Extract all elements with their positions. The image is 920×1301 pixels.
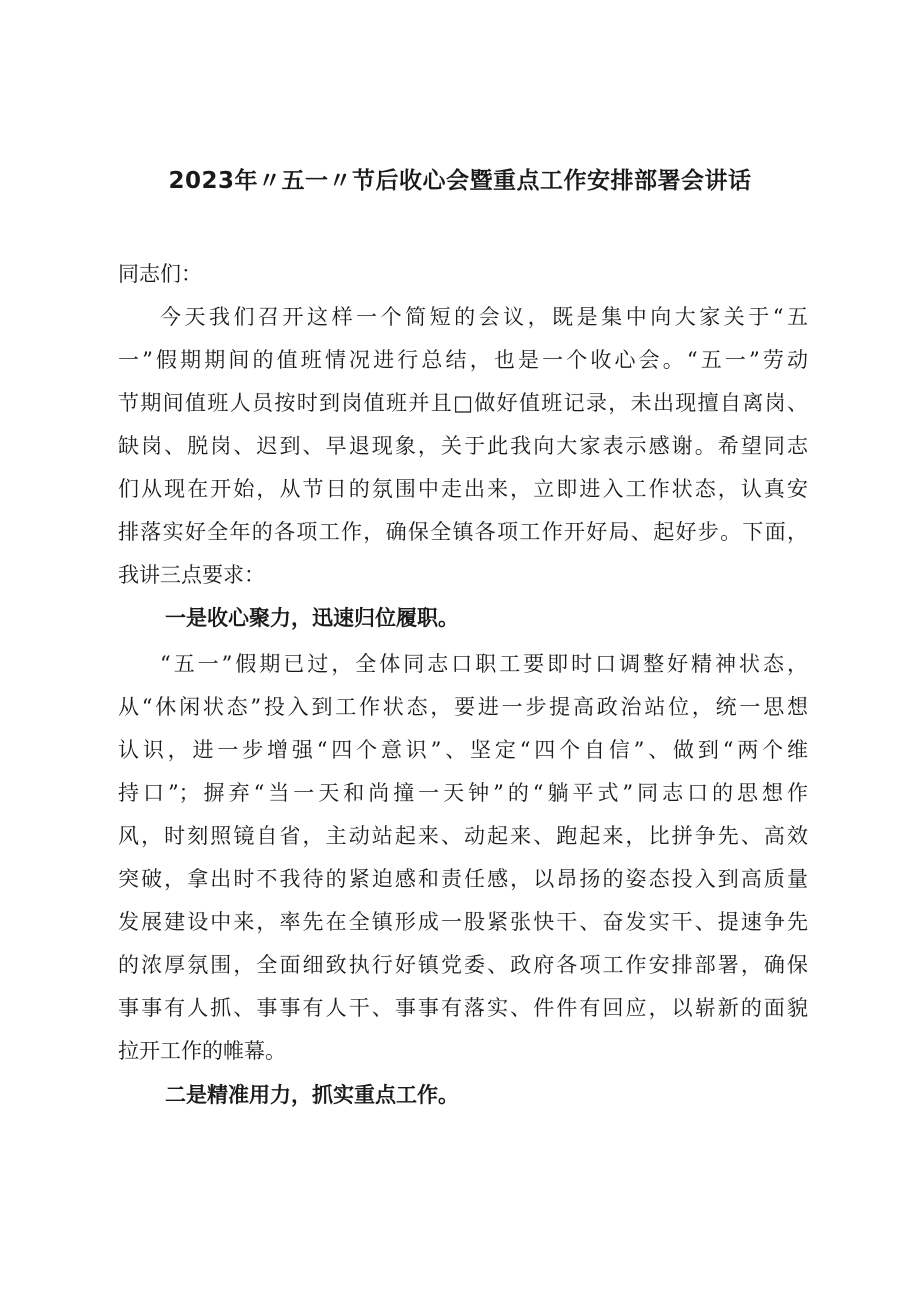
paragraph2-line: 突破，拿出时不我待的紧迫感和责任感，以昂扬的姿态投入到高质量 xyxy=(118,867,808,891)
paragraph2-line: 认识，进一步增强“四个意识”、坚定“四个自信”、做到“两个维 xyxy=(118,738,808,762)
paragraph2-line: “五一”假期已过，全体同志口职工要即时口调整好精神状态， xyxy=(160,652,808,676)
document-title: 2023年〃五一〃节后收心会暨重点工作安排部署会讲话 xyxy=(168,168,752,194)
section-heading-2: 二是精准用力，抓实重点工作。 xyxy=(165,1083,459,1107)
paragraph2-line: 的浓厚氛围，全面细致执行好镇党委、政府各项工作安排部署，确保 xyxy=(118,953,808,977)
paragraph2-line: 持口”；摒弃“当一天和尚撞一天钟”的“躺平式”同志口的思想作 xyxy=(118,781,808,805)
paragraph1-line: 一”假期期间的值班情况进行总结，也是一个收心会。“五一”劳动 xyxy=(118,348,808,372)
paragraph2-line: 拉开工作的帷幕。 xyxy=(118,1039,286,1063)
salutation: 同志们： xyxy=(118,262,202,286)
paragraph2-line: 事事有人抓、事事有人干、事事有落实、件件有回应，以崭新的面貌 xyxy=(118,996,808,1020)
section-heading-1: 一是收心聚力，迅速归位履职。 xyxy=(165,606,459,630)
paragraph2-line: 发展建设中来，率先在全镇形成一股紧张快干、奋发实干、提速争先 xyxy=(118,910,808,934)
paragraph1-line: 节期间值班人员按时到岗值班并且□做好值班记录，未出现擅自离岗、 xyxy=(118,391,808,415)
paragraph1-line: 们从现在开始，从节日的氛围中走出来，立即进入工作状态，认真安 xyxy=(118,477,808,501)
paragraph2-line: 风，时刻照镜自省，主动站起来、动起来、跑起来，比拼争先、高效 xyxy=(118,824,808,848)
paragraph1-line: 排落实好全年的各项工作，确保全镇各项工作开好局、起好步。下面， xyxy=(118,520,808,544)
paragraph1-line: 缺岗、脱岗、迟到、早退现象，关于此我向大家表示感谢。希望同志 xyxy=(118,434,808,458)
paragraph1-line: 今天我们召开这样一个简短的会议，既是集中向大家关于“五 xyxy=(160,305,808,329)
paragraph2-line: 从“休闲状态”投入到工作状态，要进一步提高政治站位，统一思想 xyxy=(118,695,808,719)
paragraph1-line: 我讲三点要求： xyxy=(118,563,265,587)
